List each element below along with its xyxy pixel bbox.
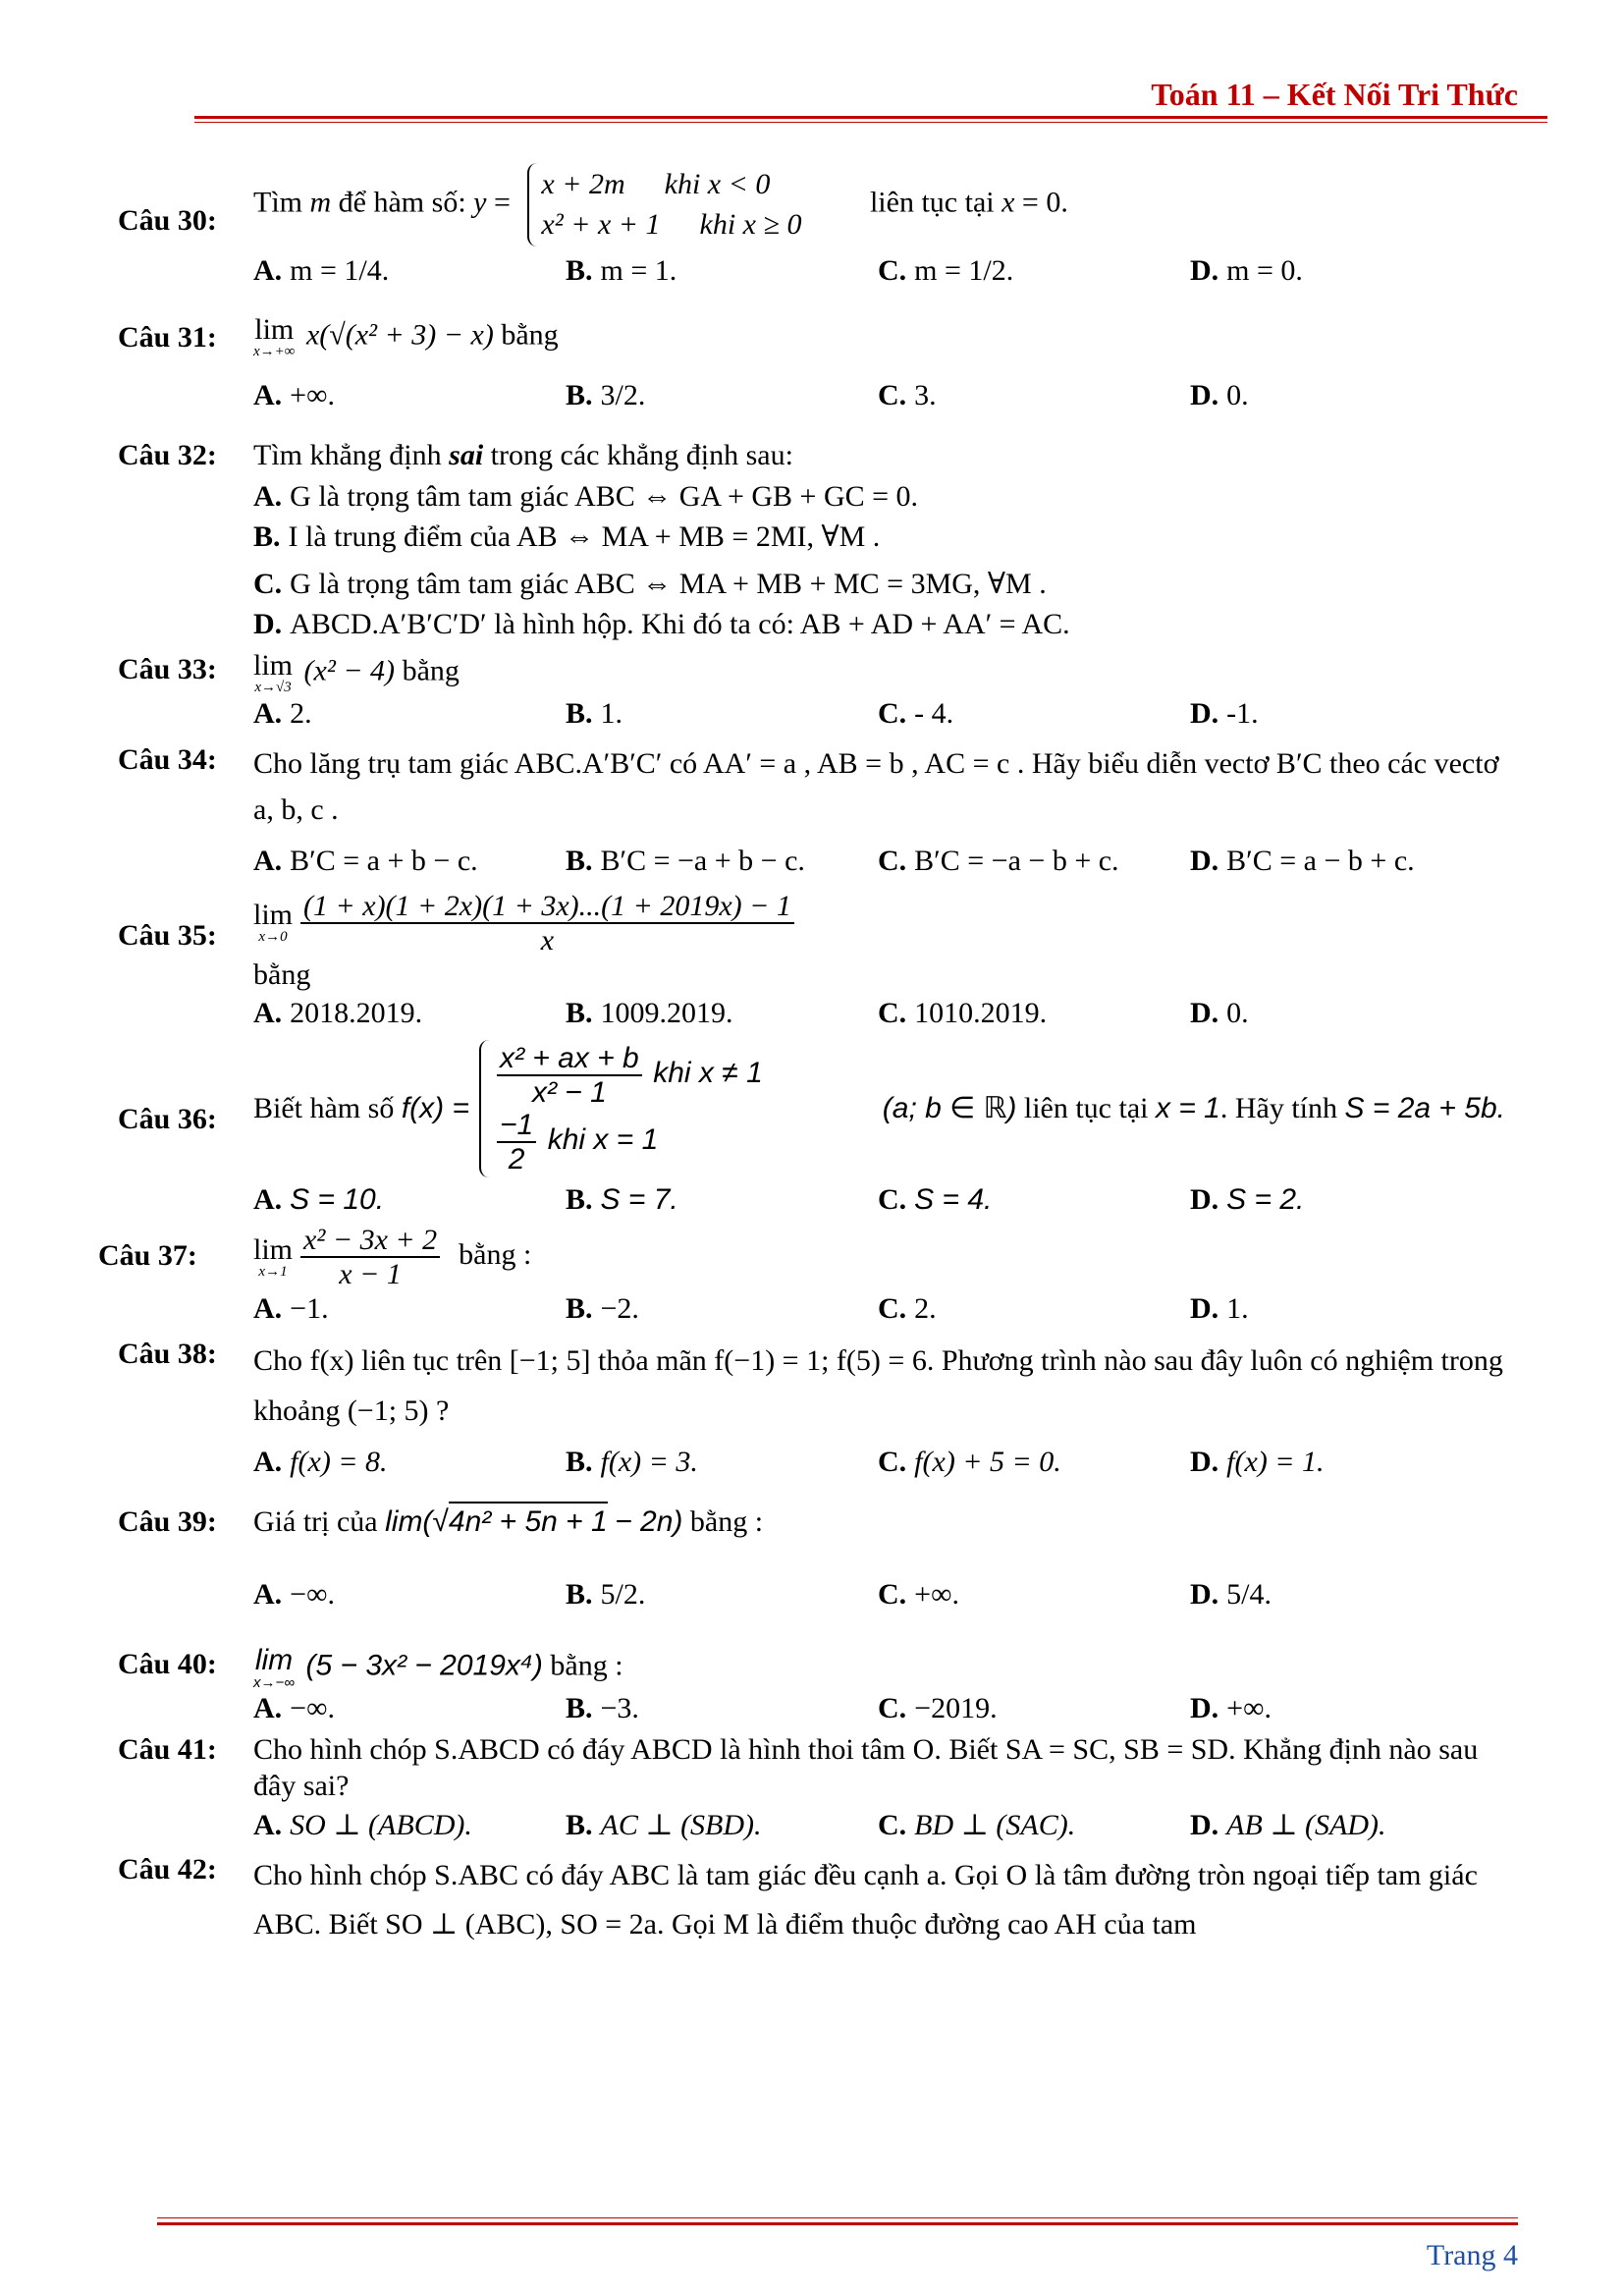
option-c[interactable]: C. 1010.2019. bbox=[878, 997, 1048, 1029]
option-a[interactable]: A. G là trọng tâm tam giác ABC ⇔ GA + GB + GC = 0. bbox=[253, 479, 919, 513]
option-d[interactable]: D. 1. bbox=[1190, 1292, 1249, 1325]
question-stem: Giá trị của lim(√4n² + 5n + 1 − 2n) bằng : bbox=[253, 1503, 1522, 1541]
question-40 bbox=[118, 1642, 1522, 1727]
header-title: Toán 11 – Kết Nối Tri Thức bbox=[1151, 77, 1518, 112]
option-a[interactable]: A. S = 10. bbox=[253, 1182, 385, 1216]
option-c[interactable]: C. 2. bbox=[878, 1292, 937, 1325]
answer-options bbox=[253, 695, 1522, 733]
limit-fraction: $\frac{(1 + x)(1 + 2x)(1 + 3x)...(1 + 2019x) - 1}{x}$ bbox=[300, 890, 794, 957]
question-label: Câu 37: bbox=[98, 1239, 197, 1272]
option-a[interactable]: A. +∞. bbox=[253, 378, 335, 411]
question-label: Câu 32: bbox=[118, 439, 217, 471]
option-b[interactable]: B. I là trung điểm của AB ⇔ MA + MB = 2MI, ∀M . bbox=[253, 520, 881, 553]
question-label: Câu 42: bbox=[118, 1853, 217, 1886]
option-d[interactable]: D. 0. bbox=[1190, 997, 1249, 1029]
question-label: Câu 35: bbox=[118, 918, 217, 952]
question-stem: Cho hình chóp S.ABCD có đáy ABCD là hình thoi tâm O. Biết SA = SC, SB = SD. Khẳng định nào sau đây sai? bbox=[253, 1732, 1479, 1802]
option-d[interactable]: D. 5/4. bbox=[1190, 1577, 1272, 1611]
option-b[interactable]: B. −2. bbox=[566, 1292, 639, 1325]
question-39 bbox=[118, 1503, 1522, 1613]
limit-fraction: $\frac{\text{x² − 3x + 2}}{x - 1}$ bbox=[300, 1224, 440, 1290]
option-a[interactable]: A. −1. bbox=[253, 1292, 329, 1325]
question-34 bbox=[118, 741, 1522, 880]
option-b[interactable]: B. 1009.2019. bbox=[566, 997, 733, 1029]
piecewise-system: $\frac{\text{x² + ax + b}}{\text{x² − 1}}$ khi x ≠ 1 $\frac{-1}{2}$ khi x = 1 bbox=[479, 1040, 775, 1177]
option-a[interactable]: A. B′C = a + b − c. bbox=[253, 845, 478, 877]
question-label: Câu 30: bbox=[118, 204, 217, 237]
page-header bbox=[0, 69, 1624, 128]
piecewise-system: x + 2m khi x < 0 x² + x + 1 khi x ≥ 0 bbox=[527, 163, 813, 246]
answer-options bbox=[253, 995, 1522, 1032]
option-a[interactable]: A. f(x) = 8. bbox=[253, 1445, 388, 1478]
option-b[interactable]: B. f(x) = 3. bbox=[566, 1445, 698, 1478]
question-label: Câu 34: bbox=[118, 743, 217, 776]
answer-options bbox=[253, 1181, 1522, 1219]
option-c[interactable]: C. B′C = −a − b + c. bbox=[878, 845, 1119, 877]
header-rule-thin bbox=[194, 122, 1547, 123]
question-label: Câu 41: bbox=[118, 1732, 217, 1766]
option-b[interactable]: B. AC ⊥ (SBD). bbox=[566, 1808, 762, 1841]
answer-options bbox=[253, 1807, 1522, 1844]
question-stem: lim x→0 $\frac{(1 + x)(1 + 2x)(1 + 3x)...(1 + 2019x) - 1}{x}$ bbox=[253, 890, 1522, 957]
question-38 bbox=[118, 1336, 1522, 1481]
question-36 bbox=[118, 1040, 1522, 1219]
answer-options bbox=[253, 252, 1522, 290]
option-a[interactable]: A. 2018.2019. bbox=[253, 997, 423, 1029]
option-a[interactable]: A. −∞. bbox=[253, 1692, 335, 1724]
question-stem: Biết hàm số f(x) = $\frac{\text{x² + ax + b}}{\text{x² − 1}}$ khi x ≠ 1 $\frac{-1}{2}$ khi x = 1 (a; b ∈ ℝ) liên tục tại x = 1 . Hãy tính S = 2a + 5b. bbox=[253, 1041, 1505, 1175]
option-d[interactable]: D. S = 2. bbox=[1190, 1182, 1305, 1216]
question-stem: Cho hình chóp S.ABC có đáy ABC là tam giác đều cạnh a. Gọi O là tâm đường tròn ngoại tiếp tam giác ABC. Biết SO ⊥ (ABC), SO = 2a. Gọi M là điểm thuộc đường cao AH của tam bbox=[253, 1859, 1478, 1941]
question-label: Câu 36: bbox=[118, 1102, 217, 1135]
option-b[interactable]: B. B′C = −a + b − c. bbox=[566, 845, 805, 877]
option-d[interactable]: D. -1. bbox=[1190, 696, 1259, 730]
footer-rule bbox=[157, 2222, 1518, 2225]
option-b[interactable]: B. m = 1. bbox=[566, 254, 677, 287]
question-label: Câu 38: bbox=[118, 1337, 217, 1370]
question-stem: Tìm khẳng định sai trong các khẳng định sau: bbox=[253, 439, 793, 471]
option-c[interactable]: C. G là trọng tâm tam giác ABC ⇔ MA + MB + MC = 3MG, ∀M . bbox=[253, 567, 1047, 600]
page-footer bbox=[0, 2217, 1624, 2286]
question-label: Câu 39: bbox=[118, 1505, 217, 1538]
question-30 bbox=[118, 159, 1522, 290]
header-rule bbox=[194, 116, 1547, 119]
option-c[interactable]: C. +∞. bbox=[878, 1577, 959, 1611]
question-stem: lim x→−∞ (5 − 3x² − 2019x⁴) bằng : bbox=[253, 1644, 623, 1691]
option-d[interactable]: D. 0. bbox=[1190, 378, 1249, 411]
question-33 bbox=[118, 647, 1522, 733]
question-37 bbox=[98, 1224, 1502, 1328]
question-list bbox=[0, 147, 1624, 1948]
option-b[interactable]: B. 3/2. bbox=[566, 378, 646, 411]
option-c[interactable]: C. BD ⊥ (SAC). bbox=[878, 1808, 1076, 1841]
option-a[interactable]: A. SO ⊥ (ABCD). bbox=[253, 1808, 472, 1841]
option-a[interactable]: A. −∞. bbox=[253, 1577, 335, 1611]
question-stem: Tìm m để hàm số: y = x + 2m khi x < 0 x² + x + 1 khi x ≥ 0 liên tục tại x = 0. bbox=[253, 159, 1522, 246]
answer-options bbox=[253, 1690, 1522, 1727]
option-c[interactable]: C. f(x) + 5 = 0. bbox=[878, 1445, 1061, 1478]
option-a[interactable]: A. m = 1/4. bbox=[253, 254, 390, 287]
question-42 bbox=[118, 1851, 1522, 1948]
option-c[interactable]: C. −2019. bbox=[878, 1692, 998, 1724]
option-d[interactable]: D. +∞. bbox=[1190, 1692, 1272, 1724]
question-stem: lim x→1 $\frac{\text{x² − 3x + 2}}{x - 1}$ bằng : bbox=[253, 1224, 532, 1290]
question-35: Câu 35: lim x→0 $\frac{(1 + x)(1 + 2x)(1 + 3x)...(1 + 2019x) - 1}{x}$ bằng A. 2018.2019. B. 1009.2019. C. 1010.2019. D. 0. bbox=[118, 890, 1522, 1032]
option-c[interactable]: C. m = 1/2. bbox=[878, 254, 1014, 287]
option-c[interactable]: C. S = 4. bbox=[878, 1182, 993, 1216]
option-d[interactable]: D. AB ⊥ (SAD). bbox=[1190, 1808, 1386, 1841]
option-b[interactable]: B. 1. bbox=[566, 696, 623, 730]
option-d[interactable]: D. m = 0. bbox=[1190, 254, 1303, 287]
option-c[interactable]: C. 3. bbox=[878, 378, 937, 411]
question-label: Câu 31: bbox=[118, 320, 217, 354]
question-41 bbox=[118, 1731, 1522, 1844]
option-c[interactable]: C. - 4. bbox=[878, 696, 954, 730]
option-a[interactable]: A. 2. bbox=[253, 696, 312, 730]
option-d[interactable]: D. f(x) = 1. bbox=[1190, 1445, 1325, 1478]
answer-options bbox=[253, 843, 1522, 880]
footer-rule-thin bbox=[157, 2217, 1518, 2218]
question-label: Câu 33: bbox=[118, 652, 217, 685]
option-b[interactable]: B. 5/2. bbox=[566, 1577, 646, 1611]
question-stem: lim x→√3 (x² − 4) bằng bbox=[253, 648, 460, 695]
question-stem: Cho f(x) liên tục trên [−1; 5] thỏa mãn f(−1) = 1; f(5) = 6. Phương trình nào sau đây luôn có nghiệm trong khoảng (−1; 5) ? bbox=[253, 1343, 1503, 1427]
answer-options bbox=[253, 1444, 1522, 1481]
answer-options bbox=[253, 1290, 1502, 1328]
question-label: Câu 40: bbox=[118, 1648, 217, 1680]
question-stem: Cho lăng trụ tam giác ABC.A′B′C′ có AA′ = a , AB = b , AC = c . Hãy biểu diễn vectơ B′C theo các vectơ a, b, c . bbox=[253, 747, 1499, 826]
answer-options bbox=[253, 1576, 1522, 1613]
option-d[interactable]: D. ABCD.A′B′C′D′ là hình hộp. Khi đó ta có: AB + AD + AA′ = AC. bbox=[253, 608, 1070, 640]
question-32 bbox=[118, 437, 1522, 643]
option-d[interactable]: D. B′C = a − b + c. bbox=[1190, 845, 1415, 877]
question-stem: lim x→+∞ x(√(x² + 3) − x) bằng bbox=[253, 312, 559, 359]
option-b[interactable]: B. −3. bbox=[566, 1692, 639, 1724]
question-31 bbox=[118, 311, 1522, 414]
answer-options bbox=[253, 377, 1522, 414]
page-number: Trang 4 bbox=[1426, 2239, 1518, 2271]
option-b[interactable]: B. S = 7. bbox=[566, 1182, 678, 1216]
